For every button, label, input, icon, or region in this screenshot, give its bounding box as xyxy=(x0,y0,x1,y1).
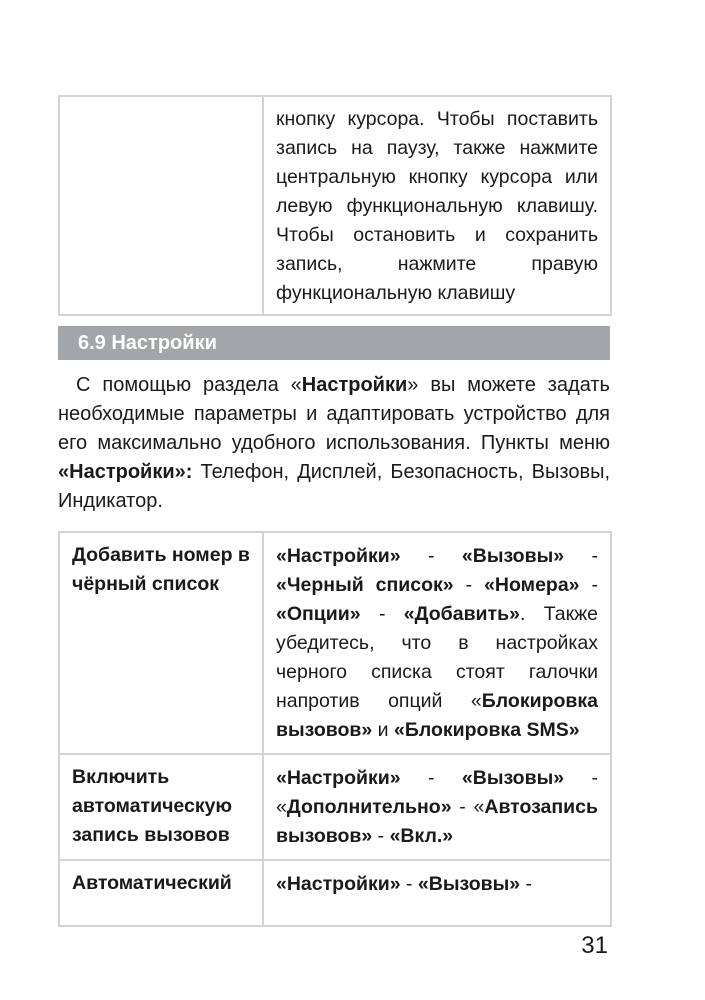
intro-bold-settings: Настройки xyxy=(301,374,408,396)
menu-item-bold: «Настройки» xyxy=(276,545,401,567)
intro-bold-menu: «Настройки»: xyxy=(58,461,193,483)
menu-item-bold: «Настройки» xyxy=(276,767,401,789)
path-text: - xyxy=(360,603,404,625)
menu-item-bold: «Номера» xyxy=(484,574,580,596)
menu-item-bold: «Черный список» xyxy=(276,574,454,596)
menu-item-bold: «Вызовы» xyxy=(461,545,565,567)
menu-item-bold: «Блокировка SMS» xyxy=(393,719,580,741)
continuation-text: кнопку курсора. Чтобы поставить запись на паузу, также нажмите центральную кнопку курсора или левую функциональную клавишу. Чтобы остановить и сохранить запись, нажмите правую функциональную клавишу xyxy=(276,108,598,304)
menu-item-bold: «Вызовы» xyxy=(461,767,565,789)
setting-path-cell xyxy=(263,532,611,754)
path-text: . Также убедитесь, что в настройках черного списка стоят галочки напротив опций « xyxy=(276,603,598,712)
path-text: - xyxy=(372,825,390,847)
table-row xyxy=(59,754,611,860)
menu-item-bold: Блокировка вызовов» xyxy=(276,690,598,741)
menu-item-bold: «Настройки» xyxy=(276,873,401,895)
path-text: - xyxy=(579,574,598,596)
intro-text-2: » вы можете задать необходимые параметры и адаптировать устройство для его максимально удобного использования. Пункты меню xyxy=(58,374,610,454)
setting-label-cell xyxy=(59,754,263,860)
path-text: - xyxy=(400,767,462,789)
empty-label-cell xyxy=(59,96,263,315)
path-text: и xyxy=(372,719,394,741)
menu-item-bold: «Вкл.» xyxy=(389,825,454,847)
page-number: 31 xyxy=(581,932,608,959)
setting-label-cell xyxy=(59,860,263,926)
section-header: 6.9 Настройки xyxy=(58,326,610,360)
menu-item-bold: Дополнительно» xyxy=(286,796,452,818)
menu-item-bold: «Добавить» xyxy=(403,603,520,625)
setting-path xyxy=(264,861,610,907)
path-text: - xyxy=(400,545,462,567)
setting-label-cell xyxy=(59,532,263,754)
setting-path-cell xyxy=(263,754,611,860)
table-row xyxy=(59,860,611,926)
page-content xyxy=(58,95,610,927)
path-text: - xyxy=(520,873,533,895)
menu-item-bold: «Вызовы» xyxy=(417,873,521,895)
path-text: - xyxy=(564,545,598,567)
table-row xyxy=(59,532,611,754)
continuation-table xyxy=(58,95,612,316)
menu-item-bold: Автозапись вызовов» xyxy=(276,796,598,847)
intro-paragraph xyxy=(58,371,610,516)
path-text: - « xyxy=(276,767,598,818)
setting-label: Автоматический xyxy=(72,872,232,894)
path-text: - xyxy=(400,873,418,895)
setting-path xyxy=(264,533,610,753)
setting-path-cell xyxy=(263,860,611,926)
description-cell xyxy=(263,96,611,315)
menu-item-bold: «Опции» xyxy=(276,603,361,625)
setting-path xyxy=(264,755,610,859)
setting-label: Добавить номер в чёрный список xyxy=(72,544,250,595)
settings-table xyxy=(58,531,612,927)
setting-label: Включить автоматическую запись вызовов xyxy=(72,766,233,846)
path-text: - xyxy=(453,574,485,596)
table-row xyxy=(59,96,611,315)
intro-text-3: Телефон, Дисплей, Безопасность, Вызовы, Индикатор. xyxy=(58,461,610,512)
path-text: - « xyxy=(451,796,485,818)
intro-text-1: С помощью раздела « xyxy=(76,374,302,396)
